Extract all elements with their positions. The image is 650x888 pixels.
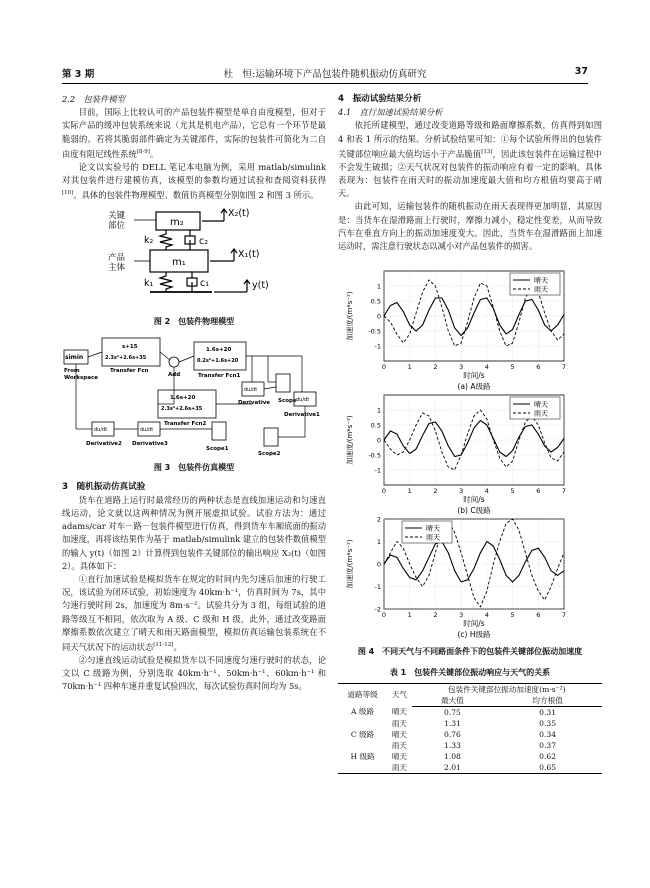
transfer-fcn-block <box>102 338 160 366</box>
paragraph: 论文以实验号的 DELL 笔记本电脑为例，采用 matlab/simulink 对其包装件进行建模仿真，该模型的参数均通过试验和查阅资料获得[10]。具体的包装件物理模型、数值仿真模型分别如图 2 和图 3 所示。 <box>62 161 326 200</box>
table-header: 均方根值 <box>493 695 602 707</box>
svg-text:du/dt: du/dt <box>244 387 258 394</box>
table-cell: 0.34 <box>539 729 557 739</box>
x-tick-label: 7 <box>561 363 567 372</box>
scope-block <box>276 374 290 392</box>
svg-text:Transfer Fcn1: Transfer Fcn1 <box>198 373 241 380</box>
x-tick-label: 3 <box>459 611 464 620</box>
chart-subtitle: (c) H级路 <box>457 630 491 640</box>
table-header: 道路等级 <box>338 683 387 706</box>
svg-text:2.3s²+2.6s+35: 2.3s²+2.6s+35 <box>161 406 203 413</box>
figure-3-caption: 图 3 包装件仿真模型 <box>153 463 235 473</box>
table-cell <box>338 762 387 774</box>
table-cell: 1.08 <box>443 751 461 761</box>
x-tick-label: 4 <box>484 611 489 620</box>
y-axis-label: 加速度/(m*s⁻²) <box>346 415 354 465</box>
right-column <box>338 93 602 774</box>
x-tick-label: 3 <box>459 487 464 496</box>
x-tick-label: 1 <box>407 487 412 496</box>
legend-label: 雨天 <box>426 533 440 542</box>
svg-text:Scope1: Scope1 <box>206 446 229 453</box>
table-cell: C 级路 <box>350 729 375 739</box>
add-label: Add <box>168 372 181 379</box>
x-tick-label: 6 <box>536 487 541 496</box>
chart-0 <box>338 267 602 391</box>
y-axis-label: 加速度/(m*s⁻²) <box>346 539 354 589</box>
figure-4-charts <box>338 267 602 639</box>
label-x2: X₂(t) <box>228 208 250 220</box>
issue-number: 第 3 期 <box>62 69 95 80</box>
svg-text:Transfer Fcn2: Transfer Fcn2 <box>164 421 207 428</box>
table-header: 天气 <box>387 683 412 706</box>
y-tick-label: -1 <box>374 583 381 592</box>
table-cell: 0.31 <box>539 707 557 717</box>
x-tick-label: 3 <box>459 363 464 372</box>
x-tick-label: 0 <box>381 487 387 496</box>
table-1-caption: 表 1 包装件关键部位振动响应与天气的关系 <box>389 668 551 678</box>
y-axis-label: 加速度/(m*s⁻²) <box>346 291 354 341</box>
table-cell <box>338 740 387 751</box>
table-cell: H 级路 <box>350 751 375 761</box>
label-x1: X₁(t) <box>238 249 260 261</box>
y-tick-label: -2 <box>374 605 381 614</box>
svg-text:du/dt: du/dt <box>296 397 310 404</box>
legend-label: 晴天 <box>426 524 440 533</box>
table-row <box>338 706 602 718</box>
svg-text:Derivative1: Derivative1 <box>284 412 320 419</box>
x-tick-label: 5 <box>510 363 515 372</box>
table-row <box>338 751 602 762</box>
svg-text:Derivative2: Derivative2 <box>86 441 122 448</box>
figure-2-physical-model <box>62 206 326 312</box>
table-cell: 雨天 <box>391 740 407 750</box>
legend-label: 雨天 <box>534 285 548 294</box>
table-cell: 2.01 <box>412 762 494 774</box>
svg-text:From: From <box>64 368 80 375</box>
table-row <box>338 718 602 729</box>
chart-subtitle: (a) A级路 <box>457 382 491 392</box>
x-tick-label: 1 <box>407 363 412 372</box>
paragraph: 目前，国际上比较认可的产品包装件模型是单自由度模型，但对于实际产品的缓冲包装系统来说（尤其是机电产品），它总有一个环节是最脆弱的。若将其脆弱部件确定为关键部件，实际的包装件可简化为二自由度有阻尼线性系统[8-9]。 <box>62 107 326 159</box>
y-tick-label: 2 <box>376 515 381 524</box>
x-tick-label: 4 <box>484 487 489 496</box>
running-title: 杜 恒:运输环境下产品包装件随机振动仿真研究 <box>223 69 427 80</box>
label-y: y(t) <box>252 280 269 292</box>
y-tick-label: 0 <box>376 560 381 569</box>
label-m1: m₁ <box>172 257 186 269</box>
table-header: 包装件关键部位振动加速度(m·s⁻²) <box>412 683 602 695</box>
x-tick-label: 7 <box>561 487 567 496</box>
table-cell <box>338 718 387 729</box>
y-tick-label: -1 <box>374 342 381 351</box>
table-cell: 晴天 <box>391 707 407 717</box>
left-column <box>62 93 326 694</box>
y-tick-label: -0.5 <box>368 451 381 460</box>
x-tick-label: 4 <box>484 363 489 372</box>
x-axis-label: 时间/s <box>463 619 485 629</box>
x-tick-label: 5 <box>510 611 515 620</box>
page-number: 37 <box>574 66 588 77</box>
svg-text:1.6s+20: 1.6s+20 <box>206 347 232 354</box>
y-tick-label: 0.5 <box>370 421 381 430</box>
svg-text:Scope2: Scope2 <box>258 451 281 458</box>
y-tick-label: -0.5 <box>368 327 381 336</box>
tf-denominator: 2.3s²+2.6s+35 <box>105 355 147 362</box>
paragraph: ①直行加速试验是模拟货车在规定的时间内先匀速后加速的行驶工况，该试验为闭环试验，初始速度为 40km·h⁻¹，仿真时间为 7s，其中匀速行驶时间 2s，加速度为 8m·s⁻²。试验共分为 3 组，每组试验的道路等级互不相同，依次取为 A 级、C 级和 H 级，此外，通过改变路面摩擦系数依次建立了晴天和雨天路面模型，模拟仿真运输包装系统在不同天气状况下的运动状态[11-12]。 <box>62 573 326 652</box>
chart-2 <box>338 515 602 639</box>
x-axis-label: 时间/s <box>463 495 485 505</box>
paragraph: ②匀速直线运动试验是模拟货车以不同速度匀速行驶时的状态，论文以 C 级路为例，分别选取 40km·h⁻¹、50km·h⁻¹、60km·h⁻¹ 和 70km·h⁻¹ 四种车速并重复试验四次，每次试验仿真时间均为 5s。 <box>62 654 326 692</box>
label-body: 主体 <box>108 263 126 274</box>
legend-label: 晴天 <box>534 400 548 409</box>
table-cell: 1.33 <box>443 740 461 750</box>
figure-4-caption: 图 4 不同天气与不同路面条件下的包装件关键部位振动加速度 <box>357 647 583 657</box>
label-c2: c₂ <box>199 236 209 248</box>
x-tick-label: 2 <box>433 363 438 372</box>
tf-numerator: s+15 <box>122 344 138 351</box>
scope2-block <box>264 428 278 446</box>
y-tick-label: 0 <box>376 436 381 445</box>
label-k2: k₂ <box>144 235 154 247</box>
physical-model-diagram <box>62 206 326 312</box>
label-key: 关键 <box>108 211 126 222</box>
spring-k1 <box>160 272 172 292</box>
simulink-diagram <box>62 332 326 458</box>
svg-text:Scope: Scope <box>278 398 297 405</box>
figure-3-simulink-model <box>62 332 326 458</box>
x-tick-label: 5 <box>510 487 515 496</box>
table-cell: 0.76 <box>443 729 461 739</box>
table-cell: 晴天 <box>391 751 407 761</box>
table-cell: 0.62 <box>539 751 557 761</box>
label-part: 部位 <box>108 221 126 232</box>
table-1 <box>338 683 602 774</box>
running-header <box>62 66 588 82</box>
add-block <box>169 357 179 367</box>
paragraph: 货车在道路上运行时最常经历的两种状态是直线加速运动和匀速直线运动，论文就以这两种情况为例开展虚拟试验。试验方法为：通过 adams/car 对车－路－包装件模型进行仿真，得到货车车厢底面的振动加速度，再将该结果作为基于 matlab/simulink 建立的包装件数值模型的输入 y(t)（如图 2）计算得到包装件关键部位的输出响应 X₂(t)（如图 2）。具体如下： <box>62 494 326 571</box>
table-cell: 0.37 <box>539 740 557 750</box>
y-tick-label: 1 <box>376 282 381 291</box>
x-tick-label: 1 <box>407 611 412 620</box>
label-k1: k₁ <box>144 278 154 290</box>
svg-text:0.2s²+1.6s+20: 0.2s²+1.6s+20 <box>197 358 239 365</box>
svg-text:Workspace: Workspace <box>64 375 98 382</box>
section-4-1-heading: 4.1 直行加速试验结果分析 <box>338 107 443 118</box>
section-2-2-heading: 2.2 包装件模型 <box>62 94 125 104</box>
table-cell: 0.35 <box>539 718 557 728</box>
from-workspace-label: simin <box>65 354 84 362</box>
x-axis-label: 时间/s <box>463 371 485 381</box>
x-tick-label: 7 <box>561 611 567 620</box>
chart-1 <box>338 391 602 515</box>
y-tick-label: -1 <box>374 466 381 475</box>
table-row <box>338 762 602 774</box>
legend-label: 晴天 <box>534 276 548 285</box>
label-product: 产品 <box>108 253 126 264</box>
x-tick-label: 6 <box>536 363 541 372</box>
label-c1: c₁ <box>200 278 210 290</box>
svg-text:Derivative: Derivative <box>238 400 271 407</box>
table-cell: 0.65 <box>493 762 602 774</box>
table-cell: 雨天 <box>391 718 407 728</box>
svg-text:1.6s+20: 1.6s+20 <box>170 395 196 402</box>
y-tick-label: 0 <box>376 312 381 321</box>
label-m2: m₂ <box>170 217 184 229</box>
y-tick-label: 1 <box>376 538 381 547</box>
figure-2-caption: 图 2 包装件物理模型 <box>153 317 235 327</box>
table-cell: 晴天 <box>391 729 407 739</box>
legend-label: 雨天 <box>534 409 548 418</box>
y-tick-label: 1 <box>376 406 381 415</box>
table-cell: 雨天 <box>387 762 412 774</box>
scope1-block <box>212 422 226 440</box>
table-cell: 0.75 <box>443 707 461 717</box>
svg-text:Derivative3: Derivative3 <box>132 441 168 448</box>
svg-text:du/dt: du/dt <box>140 427 154 434</box>
paragraph: 依托所建模型，通过改变道路等级和路面摩擦系数，仿真得到如图 4 和表 1 所示的结果。分析试验结果可知：①每个试验所得出的包装件关键部位响应最大值均远小于产品脆值[13]，因此该包装件在运输过程中不会发生破损；②天气状况对包装件的振动响应有着一定的影响，具体表现为：包装件在雨天时的振动加速度最大值和均方根值均要高于晴天。 <box>338 120 602 199</box>
table-row <box>338 740 602 751</box>
y-tick-label: 0.5 <box>370 297 381 306</box>
table-row <box>338 729 602 740</box>
x-tick-label: 0 <box>381 611 387 620</box>
x-tick-label: 2 <box>433 611 438 620</box>
header-rule <box>62 83 588 84</box>
table-header: 最大值 <box>412 695 494 707</box>
spring-k2 <box>160 230 172 250</box>
section-4-heading: 4 振动试验结果分析 <box>338 94 422 104</box>
section-3-heading: 3 随机振动仿真试验 <box>62 481 146 492</box>
paragraph: 由此可知，运输包装件的随机振动在雨天表现得更加明显，其原因是：当货车在湿滑路面上行驶时，摩擦力减小，稳定性变差，从而导致汽车在垂直方向上的振动加速度变大。因此，当货车在湿滑路面上加速运动时，需注意行驶状态以减小对产品包装件的损害。 <box>338 201 602 251</box>
x-tick-label: 6 <box>536 611 541 620</box>
x-tick-label: 2 <box>433 487 438 496</box>
chart-subtitle: (b) C级路 <box>457 506 491 516</box>
table-cell: A 级路 <box>351 707 375 717</box>
table-cell: 1.31 <box>443 718 461 728</box>
svg-text:du/dt: du/dt <box>94 427 108 434</box>
x-tick-label: 0 <box>381 363 387 372</box>
tf-name: Transfer Fcn <box>110 368 149 375</box>
